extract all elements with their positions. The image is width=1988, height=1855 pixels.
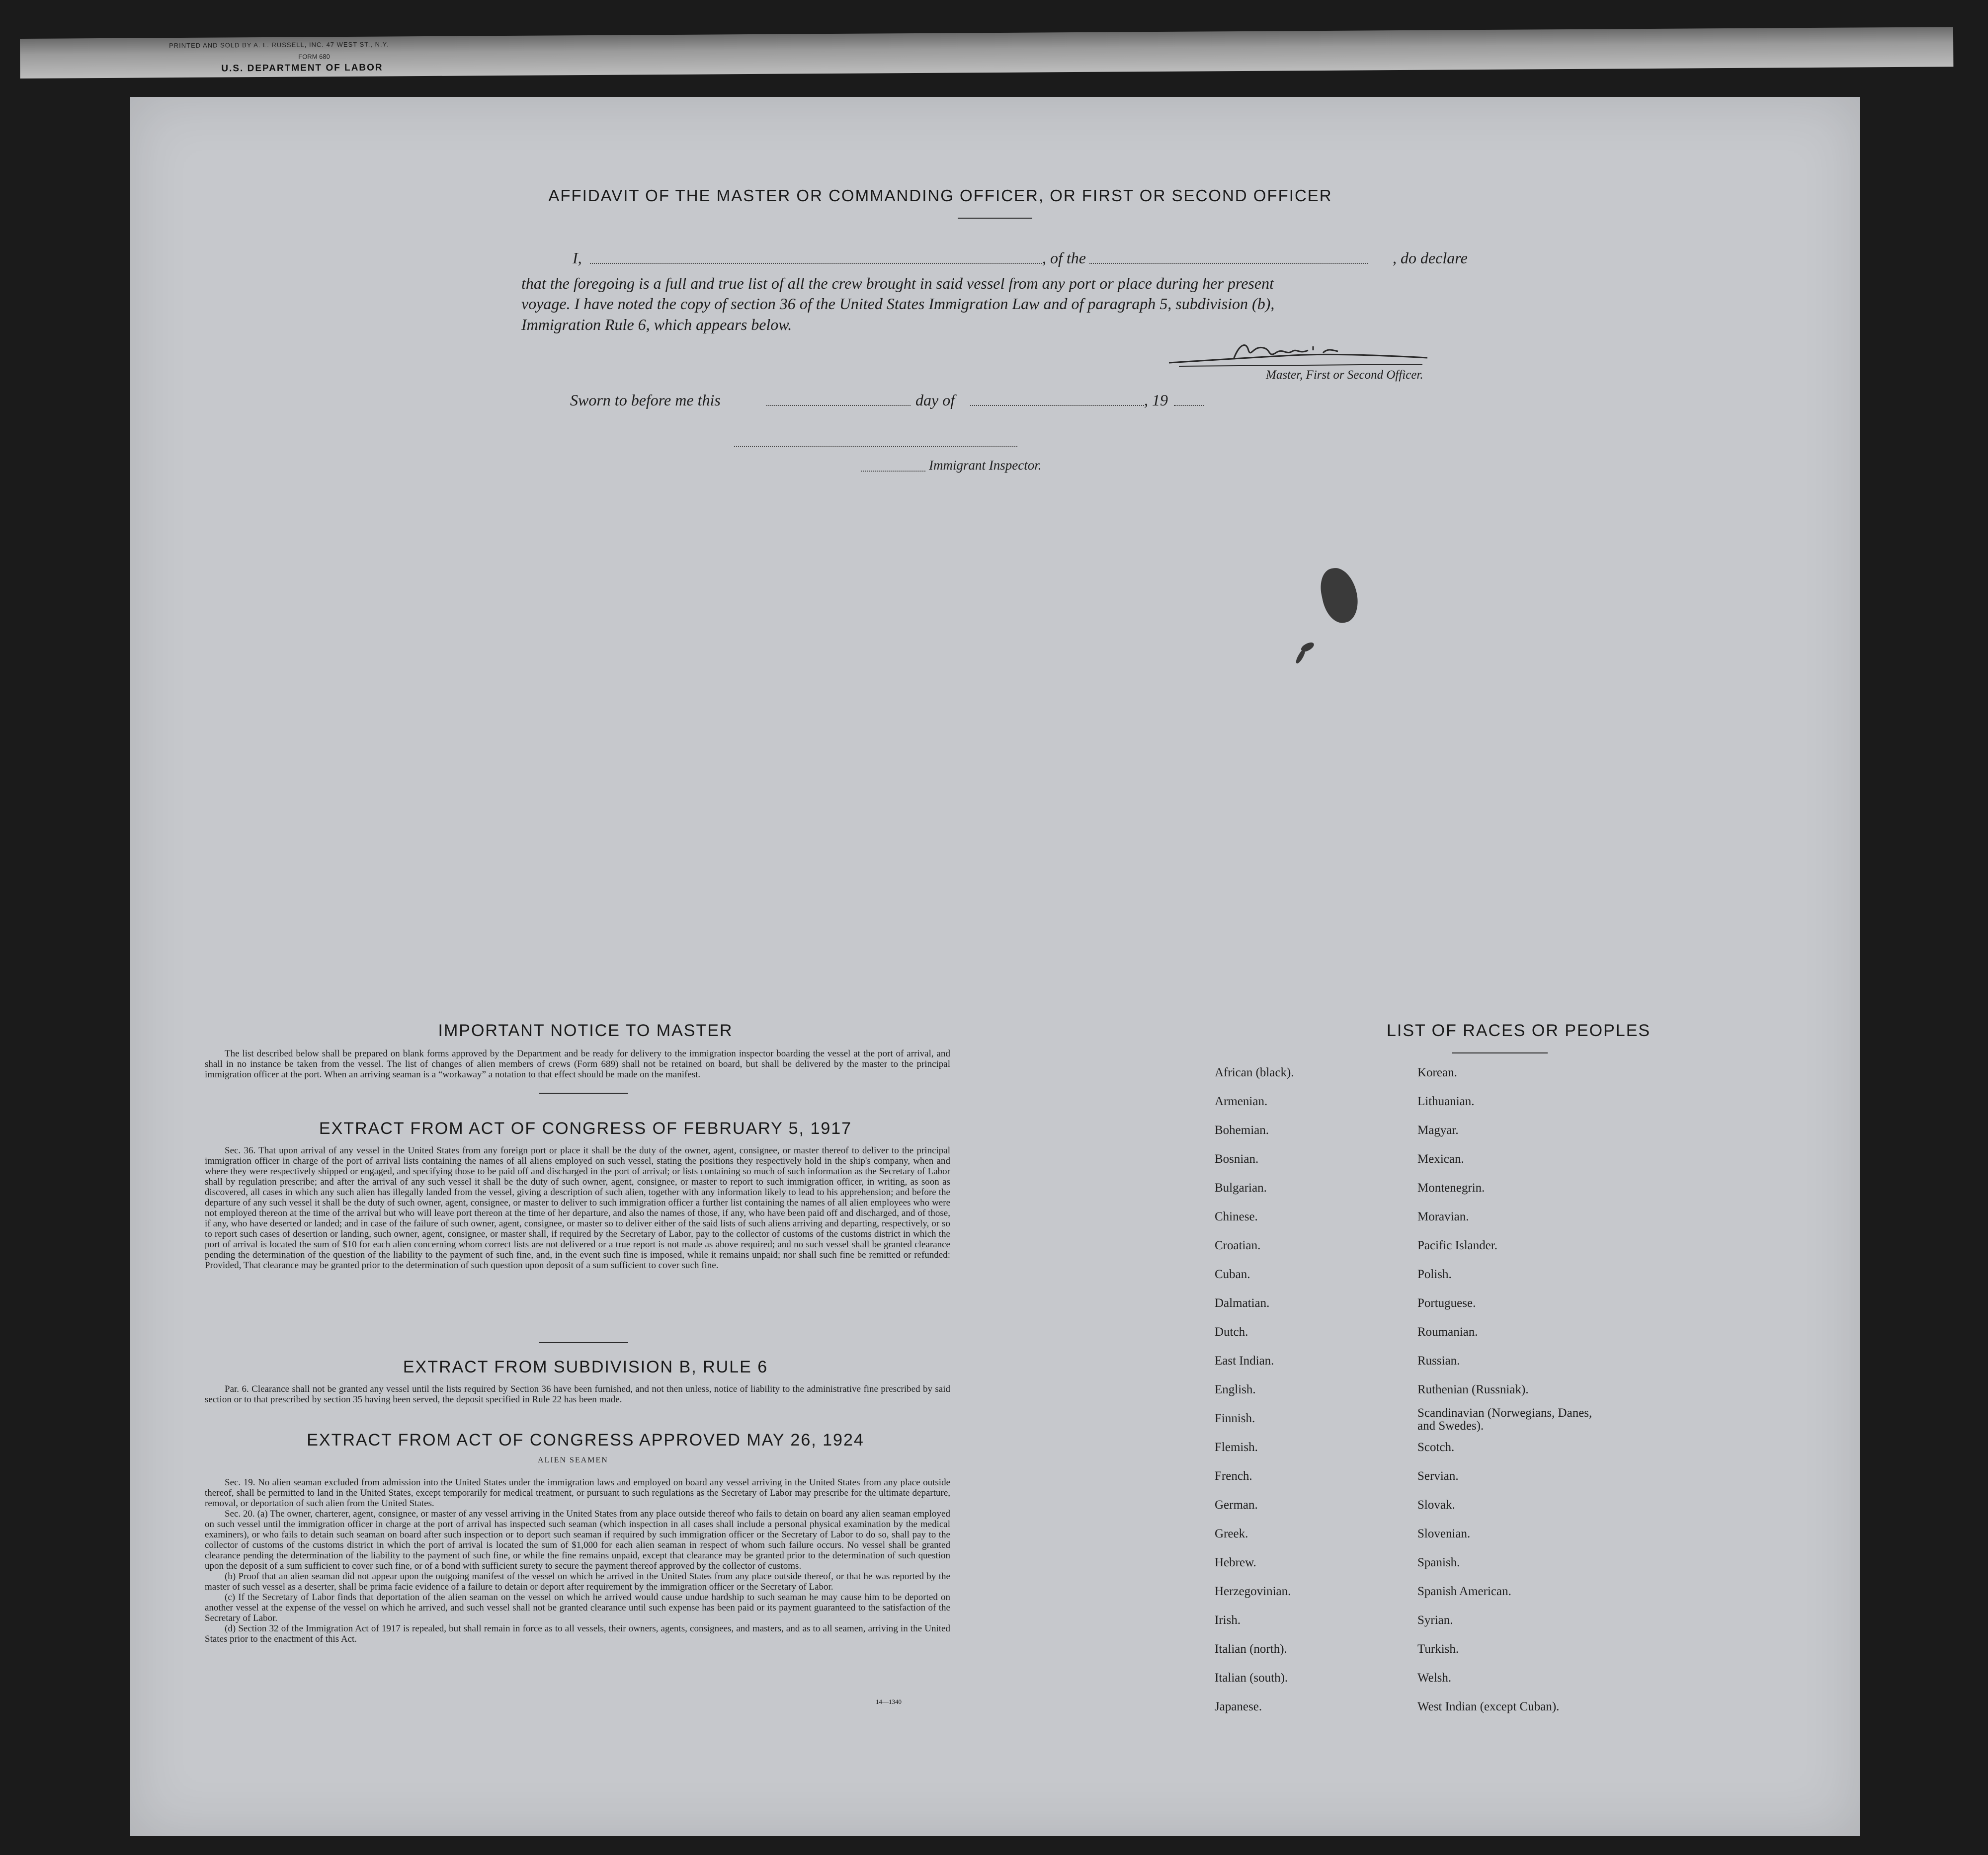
extract-rule6-paragraph: Par. 6. Clearance shall not be granted any vessel until the lists required by Section 36 have been furnished, and not then unless, notice of liability to the administrative fine prescribed by said section or to that prescribed by section 35 having been served, the deposit specified in Rule 22 has been made. [205,1384,950,1405]
declarant-name-field[interactable] [590,263,1042,264]
inspector-caption: Immigrant Inspector. [929,458,1042,473]
race-item: Moravian. [1417,1210,1469,1223]
sworn-year-field[interactable] [1174,405,1204,406]
race-item: Spanish. [1417,1556,1460,1569]
race-item: Finnish. [1215,1412,1255,1425]
race-item: Bulgarian. [1215,1181,1267,1195]
extract-1924-paragraph: Sec. 20. (a) The owner, charterer, agent, consignee, or master of any vessel arriving in the United States from any place outside thereof who fails to detain on board any alien seaman employed on such vessel until the immigration officer in charge at the port of arrival has inspected such seaman (which inspection in all cases shall include a personal physical examination by the medical examiners), or who fails to detain such seaman on board after such inspection or to deport such seaman if required by such immigration officer or the Secretary of Labor to do so, shall pay to the collector of customs of the customs district in which the port of arrival is located the sum of $1,000 for each alien seaman in respect of whom such failure occurs. No vessel shall be granted clearance pending the determination of the liability to the payment of such fine, or while the fine remains unpaid, except that clearance may be granted prior to the determination of such question upon the deposit of a sum sufficient to cover such fine, or of a bond with sufficient surety to secure the payment thereof approved by the collector of customs. [205,1509,950,1571]
race-item: Japanese. [1215,1700,1262,1713]
vessel-name-field[interactable] [1089,263,1368,264]
affidavit-title: AFFIDAVIT OF THE MASTER OR COMMANDING OFFICER, OR FIRST OR SECOND OFFICER [548,186,1332,205]
race-item: Slovak. [1417,1498,1455,1512]
extract-rule6-title: EXTRACT FROM SUBDIVISION B, RULE 6 [403,1358,768,1376]
races-title-rule [1452,1052,1548,1053]
extract-1917-text [205,1145,950,1271]
signature-caption: Master, First or Second Officer. [1266,368,1423,382]
declaration-of-the: , of the [1042,249,1086,267]
extract-1924-paragraph: (c) If the Secretary of Labor finds that deportation of the alien seaman on the vessel on which he arrived would cause undue hardship to such seaman he may cause him to be deported on another vessel at the expense of the vessel on which he arrived, and such vessel shall not be granted clearance until such expense has been paid or its payment guaranteed to the satisfaction of the Secretary of Labor. [205,1592,950,1623]
notice-text [205,1048,950,1080]
race-item: Scotch. [1417,1441,1455,1454]
ink-blot-tail [1295,648,1307,665]
race-item: Welsh. [1417,1671,1452,1685]
extract-1924-paragraph: Sec. 19. No alien seaman excluded from admission into the United States under the immigration laws and employed on board any vessel arriving in the United States from any place outside thereof, shall be permitted to land in the United States, except temporarily for medical treatment, or pursuant to such regulations as the Secretary of Labor may prescribe for the ultimate departure, removal, or deportation of such alien from the United States. [205,1477,950,1509]
race-item: French. [1215,1469,1252,1483]
section-rule [539,1093,628,1094]
race-item: Armenian. [1215,1095,1268,1108]
race-item: Irish. [1215,1613,1241,1627]
race-item: Syrian. [1417,1613,1453,1627]
sworn-month-field[interactable] [970,405,1144,406]
race-item: Polish. [1417,1268,1452,1281]
back-sheet-strip [20,27,1953,79]
declaration-do-declare: , do declare [1393,249,1468,267]
race-item: Roumanian. [1417,1325,1478,1339]
form-page [130,97,1860,1836]
race-item: Bosnian. [1215,1152,1259,1166]
race-item: Bohemian. [1215,1124,1269,1137]
race-item: Korean. [1417,1066,1457,1079]
race-item: German. [1215,1498,1258,1512]
race-item: Greek. [1215,1527,1248,1540]
print-code: 14—1340 [876,1698,902,1705]
race-item: West Indian (except Cuban). [1417,1700,1560,1713]
extract-1924-title: EXTRACT FROM ACT OF CONGRESS APPROVED MAY 26, 1924 [307,1431,864,1450]
extract-1924-paragraph: (d) Section 32 of the Immigration Act of 1917 is repealed, but shall remain in force as to all vessels, their owners, agents, consignees, and masters, and as to all seamen, arriving in the United States prior to the enactment of this Act. [205,1623,950,1644]
sworn-year-prefix: , 19 [1144,391,1168,409]
race-item: Russian. [1417,1354,1460,1368]
notice-paragraph: The list described below shall be prepared on blank forms approved by the Department and be ready for delivery to the immigration inspector boarding the vessel at the port of arrival, and shall in no instance be taken from the vessel. The list of changes of alien members of crews (Form 689) shall not be retained on board, but shall be delivered by the master to the principal immigration officer at the port. When an arriving seaman is a “workaway” a notation to that effect should be made on the manifest. [205,1048,950,1080]
race-item: Dutch. [1215,1325,1248,1339]
printer-imprint: PRINTED AND SOLD BY A. L. RUSSELL, INC. 47 WEST ST., N.Y. [169,40,389,50]
affidavit-body-line-1: that the foregoing is a full and true list of all the crew brought in said vessel from any port or place during her present [521,274,1274,292]
ink-blot [1317,565,1362,626]
sworn-day-field[interactable] [766,405,911,406]
section-rule [539,1342,628,1343]
race-item: Italian (north). [1215,1642,1287,1656]
declaration-i: I, [573,249,582,267]
race-item: Slovenian. [1417,1527,1471,1540]
extract-1917-paragraph: Sec. 36. That upon arrival of any vessel in the United States from any foreign port or place it shall be the duty of the owner, agent, consignee, or master thereof to deliver to the principal immigration officer in charge of the port of arrival lists containing the names of all aliens employed on such vessel, stating the positions they respectively hold in the ship's company, when and where they were respectively shipped or engaged, and specifying those to be paid off and discharged in the port of arrival; or lists containing so much of such information as the Secretary of Labor shall by regulation prescribe; and after the arrival of any such vessel it shall be the duty of such owner, agent, consignee, or master to report to such immigration officer, in writing, as soon as discovered, all cases in which any such alien has illegally landed from the vessel, giving a description of such alien, together with any information likely to lead to his apprehension; and before the departure of any such vessel it shall be the duty of such owner, agent, consignee, or master to deliver to such immigration officer a further list containing the names of all alien employees who were not employed thereon at the time of the arrival but who will leave port thereon at the time of her departure, and also the names of those, if any, who have been paid off and discharged, and of those, if any, who have deserted or landed; and in case of the failure of such owner, agent, consignee, or master so to deliver either of the said lists of such aliens arriving and departing, respectively, or so to report such cases of desertion or landing, such owner, agent, consignee, or master shall, if required by the Secretary of Labor, pay to the collector of customs of the customs district in which the port of arrival is located the sum of $10 for each alien concerning whom correct lists are not delivered or a true report is not made as above required; and no such vessel shall be granted clearance pending the determination of the question of the liability to the payment of such fine, and, in the event such fine is imposed, while it remains unpaid; nor shall such fine be remitted or refunded: Provided, That clearance may be granted prior to the determination of such question upon deposit of a sum sufficient to cover such fine. [205,1145,950,1271]
race-item: Servian. [1417,1469,1459,1483]
officer-signature [1164,335,1432,370]
race-item: Flemish. [1215,1441,1258,1454]
race-item: Hebrew. [1215,1556,1256,1569]
affidavit-title-rule [958,218,1032,219]
extract-1924-paragraph: (b) Proof that an alien seaman did not appear upon the outgoing manifest of the vessel on which he arrived in the United States from any place outside thereof, or that he was reported by the master of such vessel as a deserter, shall be prima facie evidence of a failure to detain or deport after requirement by the immigration officer or the Secretary of Labor. [205,1571,950,1592]
alien-seamen-subtitle: ALIEN SEAMEN [538,1456,608,1464]
race-item: Spanish American. [1417,1585,1511,1598]
form-number: FORM 680 [298,53,330,61]
sworn-day-of: day of [915,391,955,409]
affidavit-body-line-3: Immigration Rule 6, which appears below. [521,316,792,333]
race-item: Pacific Islander. [1417,1239,1498,1252]
race-item: Italian (south). [1215,1671,1288,1685]
race-item: English. [1215,1383,1256,1396]
race-item: Dalmatian. [1215,1296,1270,1310]
race-item: Portuguese. [1417,1296,1476,1310]
notice-title: IMPORTANT NOTICE TO MASTER [438,1021,733,1040]
extract-1917-title: EXTRACT FROM ACT OF CONGRESS OF FEBRUARY 5, 1917 [319,1119,852,1138]
department-label: U.S. DEPARTMENT OF LABOR [221,62,383,74]
race-item: African (black). [1215,1066,1294,1079]
extract-rule6-text [205,1384,950,1405]
race-item: Croatian. [1215,1239,1261,1252]
race-item: East Indian. [1215,1354,1274,1368]
race-item: Herzegovinian. [1215,1585,1291,1598]
extract-1924-text [205,1477,950,1644]
race-item: Mexican. [1417,1152,1464,1166]
race-item: Montenegrin. [1417,1181,1485,1195]
races-title: LIST OF RACES OR PEOPLES [1387,1021,1651,1040]
race-item: Lithuanian. [1417,1095,1475,1108]
race-item: Chinese. [1215,1210,1258,1223]
inspector-signature-field[interactable] [734,446,1017,447]
race-item: Ruthenian (Russniak). [1417,1383,1529,1396]
race-item: Scandinavian (Norwegians, Danes, and Swedes). [1417,1406,1592,1433]
race-item: Magyar. [1417,1124,1459,1137]
sworn-prefix: Sworn to before me this [570,391,721,409]
race-item: Cuban. [1215,1268,1250,1281]
inspector-prefix-dots [861,471,925,472]
race-item: Turkish. [1417,1642,1459,1656]
affidavit-body-line-2: voyage. I have noted the copy of section 36 of the United States Immigration Law and of paragraph 5, subdivision (b), [521,295,1275,313]
